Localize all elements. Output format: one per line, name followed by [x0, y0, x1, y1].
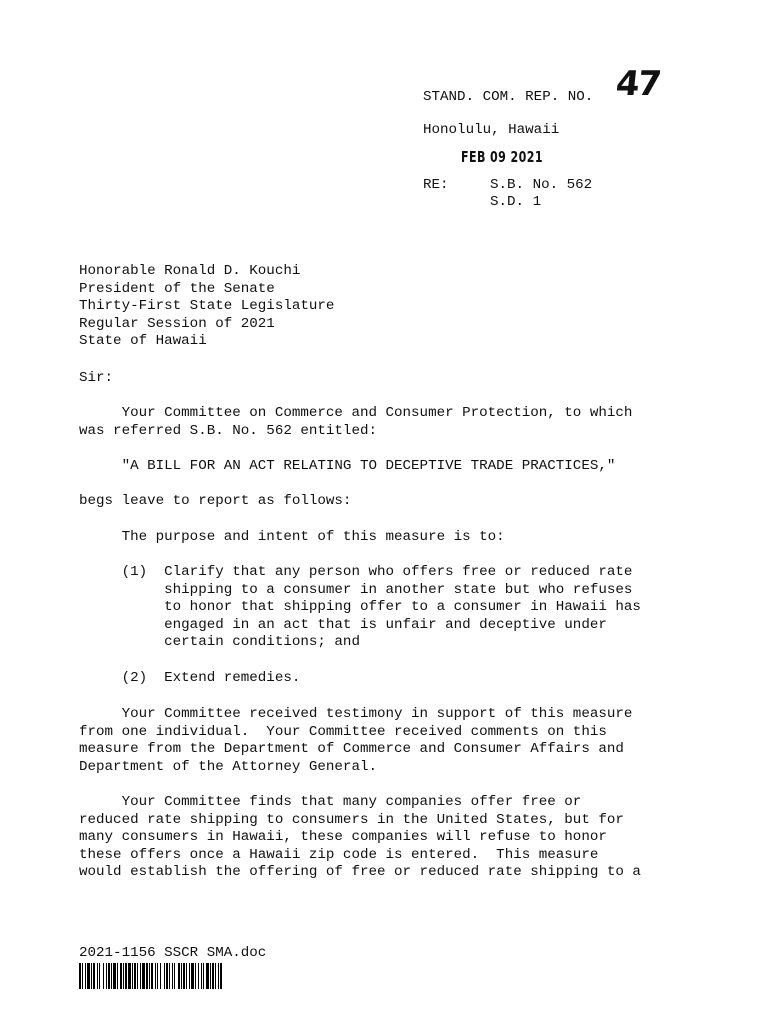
list-item-line: engaged in an act that is unfair and deceptive under — [79, 616, 607, 633]
addressee-line: Regular Session of 2021 — [79, 315, 275, 332]
addressee-block — [79, 263, 679, 351]
paragraph-line: reduced rate shipping to consumers in the United States, but for — [79, 811, 624, 828]
list-item-line: certain conditions; and — [79, 634, 360, 651]
report-phrase-text: begs leave to report as follows: — [79, 493, 352, 509]
barcode-bar — [222, 963, 223, 989]
salutation — [79, 370, 679, 388]
purpose-intro — [79, 529, 679, 547]
testimony-paragraph — [79, 706, 679, 776]
addressee-line: State of Hawaii — [79, 333, 207, 350]
report-label: STAND. COM. REP. NO. — [423, 89, 594, 105]
paragraph-line: Your Committee received testimony in support of this measure — [79, 706, 633, 722]
report-number: 47 — [613, 64, 662, 104]
paragraph-line: Your Committee finds that many companies offer free or — [79, 794, 582, 810]
purpose-intro-text: The purpose and intent of this measure is to: — [79, 529, 505, 545]
intro-paragraph — [79, 405, 679, 440]
findings-paragraph — [79, 794, 679, 882]
re-label: RE: — [423, 177, 449, 193]
paragraph-line: Department of the Attorney General. — [79, 758, 377, 775]
list-item-line: to honor that shipping offer to a consumer in Hawaii has — [79, 599, 641, 616]
paragraph-line: from one individual. Your Committee received comments on this — [79, 723, 607, 740]
barcode — [79, 963, 301, 989]
paragraph-line: measure from the Department of Commerce and Consumer Affairs and — [79, 741, 624, 758]
location: Honolulu, Hawaii — [423, 122, 560, 138]
footer-filename: 2021-1156 SSCR SMA.doc — [79, 945, 267, 961]
list-item-line: (1) Clarify that any person who offers free or reduced rate — [79, 564, 633, 580]
paragraph-line: Your Committee on Commerce and Consumer Protection, to which — [79, 405, 633, 421]
report-phrase — [79, 493, 679, 511]
paragraph-line: these offers once a Hawaii zip code is entered. This measure — [79, 846, 599, 863]
bill-title — [79, 458, 679, 476]
addressee-line: Thirty-First State Legislature — [79, 298, 335, 315]
bill-number: S.B. No. 562 — [490, 177, 593, 193]
list-item-2 — [79, 670, 679, 688]
paragraph-line: was referred S.B. No. 562 entitled: — [79, 422, 377, 439]
draft-number: S.D. 1 — [490, 194, 542, 210]
list-item-1 — [79, 564, 679, 652]
list-item-line: shipping to a consumer in another state but who refuses — [79, 581, 633, 598]
paragraph-line: many consumers in Hawaii, these companies will refuse to honor — [79, 829, 607, 846]
addressee-line: Honorable Ronald D. Kouchi — [79, 263, 301, 279]
bill-title-text: "A BILL FOR AN ACT RELATING TO DECEPTIVE TRADE PRACTICES," — [79, 458, 616, 474]
addressee-line: President of the Senate — [79, 280, 275, 297]
date-stamp: FEB 09 2021 — [461, 148, 543, 166]
salutation-text: Sir: — [79, 370, 114, 386]
list-item-line: (2) Extend remedies. — [79, 670, 301, 686]
paragraph-line: would establish the offering of free or reduced rate shipping to a — [79, 864, 641, 881]
